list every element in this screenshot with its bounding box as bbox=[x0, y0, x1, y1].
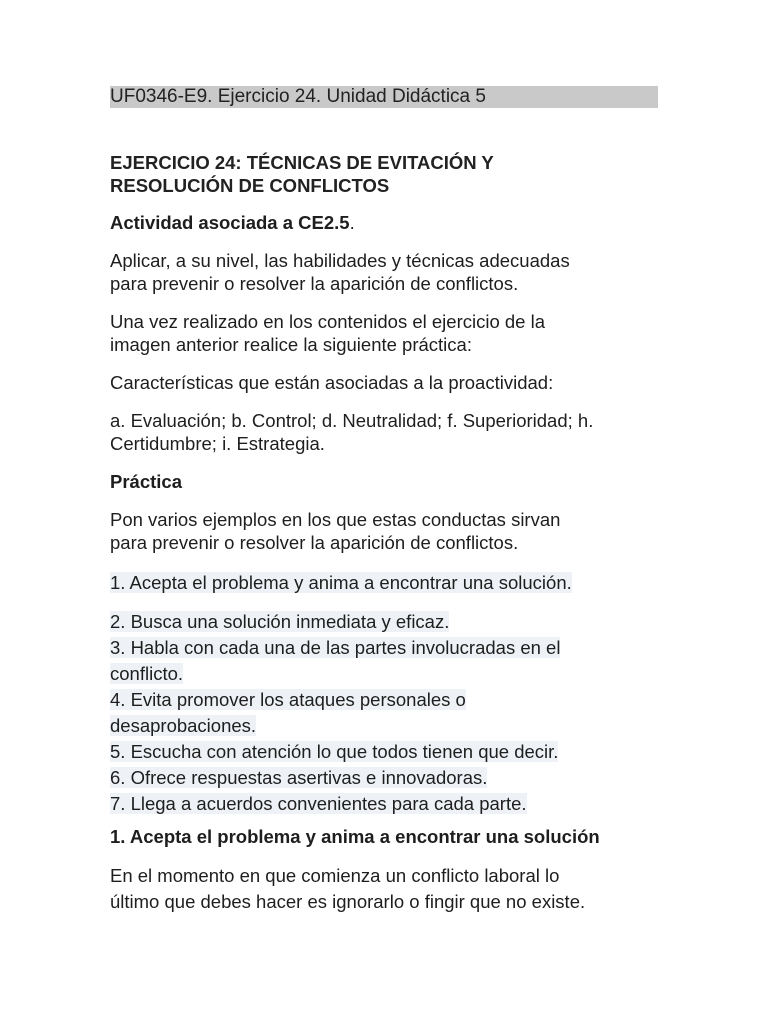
list-item-text: desaprobaciones. bbox=[110, 715, 257, 736]
document-header-text: UF0346-E9. Ejercicio 24. Unidad Didáctica 5 bbox=[110, 86, 486, 107]
section-1-heading: 1. Acepta el problema y anima a encontrar una solución bbox=[110, 826, 600, 847]
list-item bbox=[110, 791, 670, 817]
activity-suffix: . bbox=[349, 212, 355, 233]
instruction-line-2: imagen anterior realice la siguiente práctica: bbox=[110, 334, 472, 355]
list-item bbox=[110, 739, 670, 765]
list-item bbox=[110, 635, 670, 661]
characteristics-line-1: a. Evaluación; b. Control; d. Neutralidad; f. Superioridad; h. bbox=[110, 410, 594, 431]
section-1-body-line-2: último que debes hacer es ignorarlo o fingir que no existe. bbox=[110, 891, 586, 912]
list-item-text: 5. Escucha con atención lo que todos tienen que decir. bbox=[110, 741, 559, 762]
list-item bbox=[110, 609, 670, 635]
practice-prompt-line-1: Pon varios ejemplos en los que estas conductas sirvan bbox=[110, 509, 561, 530]
activity-line bbox=[110, 211, 670, 234]
list-item-text: 6. Ofrece respuestas asertivas e innovadoras. bbox=[110, 767, 488, 788]
practice-item-1 bbox=[110, 571, 670, 594]
list-item-text: 7. Llega a acuerdos convenientes para cada parte. bbox=[110, 793, 527, 814]
instruction-paragraph bbox=[110, 310, 670, 356]
document-header-bar bbox=[110, 86, 658, 108]
exercise-title bbox=[110, 151, 670, 197]
characteristics-intro-text: Características que están asociadas a la proactividad: bbox=[110, 372, 554, 393]
exercise-title-line-1: EJERCICIO 24: TÉCNICAS DE EVITACIÓN Y bbox=[110, 152, 494, 173]
list-item bbox=[110, 713, 670, 739]
objective-line-2: para prevenir o resolver la aparición de conflictos. bbox=[110, 273, 519, 294]
objective-line-1: Aplicar, a su nivel, las habilidades y técnicas adecuadas bbox=[110, 250, 570, 271]
section-1-body bbox=[110, 863, 670, 915]
list-item-text: conflicto. bbox=[110, 663, 184, 684]
instruction-line-1: Una vez realizado en los contenidos el ejercicio de la bbox=[110, 311, 546, 332]
list-item-text: 2. Busca una solución inmediata y eficaz. bbox=[110, 611, 450, 632]
section-1-body-line-1: En el momento en que comienza un conflicto laboral lo bbox=[110, 865, 560, 886]
list-item-text: 3. Habla con cada una de las partes involucradas en el bbox=[110, 637, 561, 658]
practice-title: Práctica bbox=[110, 471, 182, 492]
practice-item-1-text: 1. Acepta el problema y anima a encontrar una solución. bbox=[110, 572, 572, 593]
practice-prompt bbox=[110, 508, 670, 554]
document-page bbox=[110, 86, 670, 915]
list-item bbox=[110, 765, 670, 791]
characteristics-line-2: Certidumbre; i. Estrategia. bbox=[110, 433, 325, 454]
list-item-text: 4. Evita promover los ataques personales o bbox=[110, 689, 466, 710]
practice-prompt-line-2: para prevenir o resolver la aparición de conflictos. bbox=[110, 532, 519, 553]
objective-paragraph bbox=[110, 249, 670, 295]
list-item bbox=[110, 687, 670, 713]
practice-item-list bbox=[110, 609, 670, 817]
characteristics-intro bbox=[110, 371, 670, 394]
exercise-title-line-2: RESOLUCIÓN DE CONFLICTOS bbox=[110, 175, 390, 196]
list-item bbox=[110, 661, 670, 687]
characteristics-list bbox=[110, 409, 670, 455]
activity-label: Actividad asociada a CE2.5 bbox=[110, 212, 350, 233]
